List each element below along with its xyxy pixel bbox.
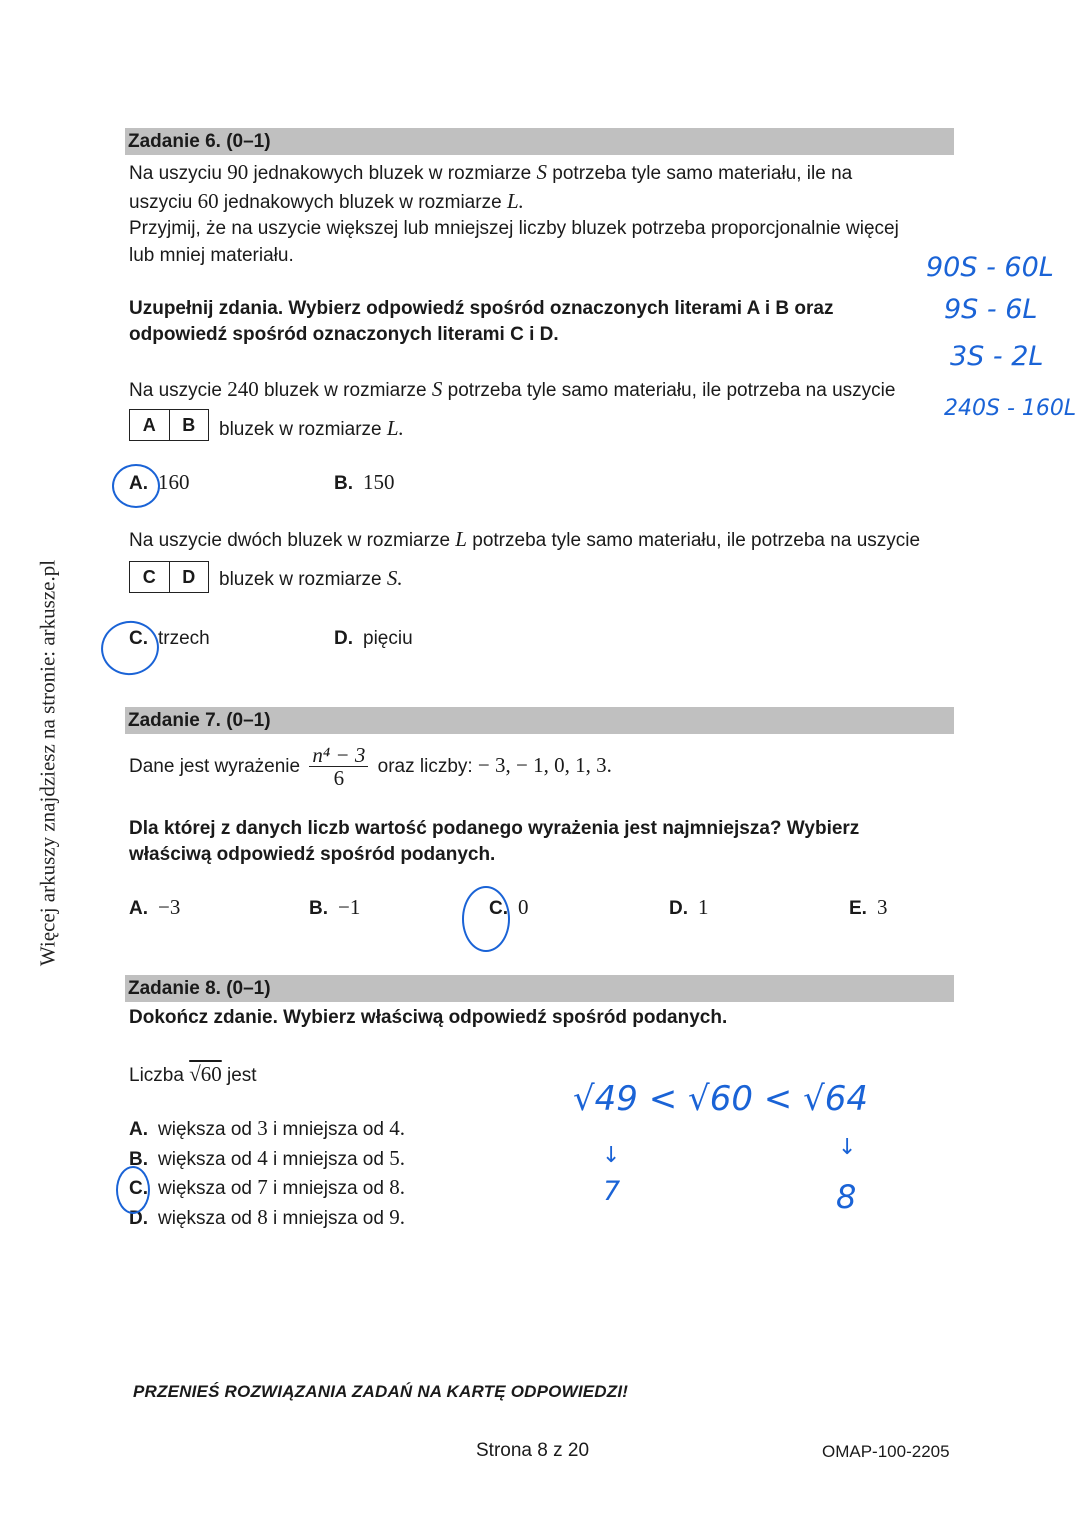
box-label-d: D xyxy=(182,567,196,587)
box-label-a: A xyxy=(130,410,170,440)
side-watermark-text: Więcej arkuszy znajdziesz na stronie: arkusze.pl xyxy=(35,559,60,967)
task6-question2-end: bluzek w rozmiarze S. xyxy=(219,566,403,590)
task7-option-c[interactable]: C. 0 xyxy=(489,895,529,919)
task8-option-b[interactable]: B. większa od 4 i mniejsza od 5. xyxy=(129,1146,405,1170)
handwritten-note-9s-6l: 9S - 6L xyxy=(944,294,1038,325)
handwritten-root-inequality: √49 < √60 < √64 xyxy=(573,1079,868,1119)
task7-instruction2: właściwą odpowiedź spośród podanych. xyxy=(129,844,496,865)
box-label-c: C xyxy=(130,562,170,592)
selected-answer-circle-c xyxy=(97,616,163,679)
exam-code: OMAP-100-2205 xyxy=(822,1442,950,1461)
task6-question1: Na uszycie 240 bluzek w rozmiarze S potrzeba tyle samo materiału, ile potrzeba na uszycie xyxy=(129,377,896,401)
task6-option-b[interactable]: B. 150 xyxy=(334,470,395,494)
footer-transfer-note: PRZENIEŚ ROZWIĄZANIA ZADAŃ NA KARTĘ ODPOWIEDZI! xyxy=(133,1382,629,1401)
task7-option-b[interactable]: B. −1 xyxy=(309,895,361,919)
handwritten-arrow-right: ↓ xyxy=(838,1135,857,1160)
task6-question1-end: bluzek w rozmiarze L. xyxy=(219,416,404,440)
handwritten-arrow-left: ↓ xyxy=(602,1143,621,1168)
task8-option-c[interactable]: C. większa od 7 i mniejsza od 8. xyxy=(129,1175,405,1199)
handwritten-number-8: 8 xyxy=(836,1178,857,1216)
task6-line3: Przyjmij, że na uszycie większej lub mniejszej liczby bluzek potrzeba proporcjonalnie więcej xyxy=(129,218,899,239)
page-number: Strona 8 z 20 xyxy=(476,1440,590,1461)
task8-option-a[interactable]: A. większa od 3 i mniejsza od 4. xyxy=(129,1116,405,1140)
task6-line4: lub mniej materiału. xyxy=(129,245,294,266)
task6-instruction1: Uzupełnij zdania. Wybierz odpowiedź spośród oznaczonych literami A i B oraz xyxy=(129,298,834,319)
task6-header: Zadanie 6. (0–1) xyxy=(125,128,954,155)
task8-instruction: Dokończ zdanie. Wybierz właściwą odpowiedź spośród podanych. xyxy=(129,1007,728,1028)
task8-stem: Liczba √60 jest xyxy=(129,1062,257,1086)
task8-header: Zadanie 8. (0–1) xyxy=(125,975,954,1002)
task7-option-d[interactable]: D. 1 xyxy=(669,895,709,919)
answer-box-ab[interactable] xyxy=(129,409,209,441)
task7-option-e[interactable]: E. 3 xyxy=(849,895,888,919)
answer-box-cd[interactable] xyxy=(129,561,209,593)
task6-option-c[interactable]: C. trzech xyxy=(129,628,210,649)
task6-option-a[interactable]: A. 160 xyxy=(129,470,190,494)
task6-option-d[interactable]: D. pięciu xyxy=(334,628,413,649)
task6-instruction2: odpowiedź spośród oznaczonych literami C i D. xyxy=(129,324,559,345)
handwritten-note-3s-2l: 3S - 2L xyxy=(950,341,1044,372)
box-label-b: B xyxy=(182,415,196,435)
task8-option-d[interactable]: D. większa od 8 i mniejsza od 9. xyxy=(129,1205,405,1229)
handwritten-number-7: 7 xyxy=(603,1176,621,1207)
selected-answer-circle-task8-c xyxy=(116,1166,150,1214)
task6-line2: uszyciu 60 jednakowych bluzek w rozmiarze L. xyxy=(129,189,524,213)
task7-instruction1: Dla której z danych liczb wartość podanego wyrażenia jest najmniejsza? Wybierz xyxy=(129,818,860,839)
task7-header: Zadanie 7. (0–1) xyxy=(125,707,954,734)
task6-question2: Na uszycie dwóch bluzek w rozmiarze L potrzeba tyle samo materiału, ile potrzeba na uszycie xyxy=(129,527,921,551)
handwritten-note-90s-60l: 90S - 60L xyxy=(926,252,1054,283)
handwritten-note-240s-160l: 240S - 160L xyxy=(944,396,1077,421)
task6-line1: Na uszyciu 90 jednakowych bluzek w rozmiarze S potrzeba tyle samo materiału, ile na xyxy=(129,160,853,184)
selected-answer-circle-a xyxy=(112,464,160,508)
expression-fraction: $\frac{\text{n⁴ − 3}}{6}$ xyxy=(309,744,368,789)
task7-statement: Dane jest wyrażenie $\frac{\text{n⁴ − 3}}{6}$ oraz liczby: − 3, − 1, 0, 1, 3. xyxy=(129,743,612,791)
task7-option-a[interactable]: A. −3 xyxy=(129,895,181,919)
selected-answer-circle-task7-c xyxy=(462,886,510,952)
